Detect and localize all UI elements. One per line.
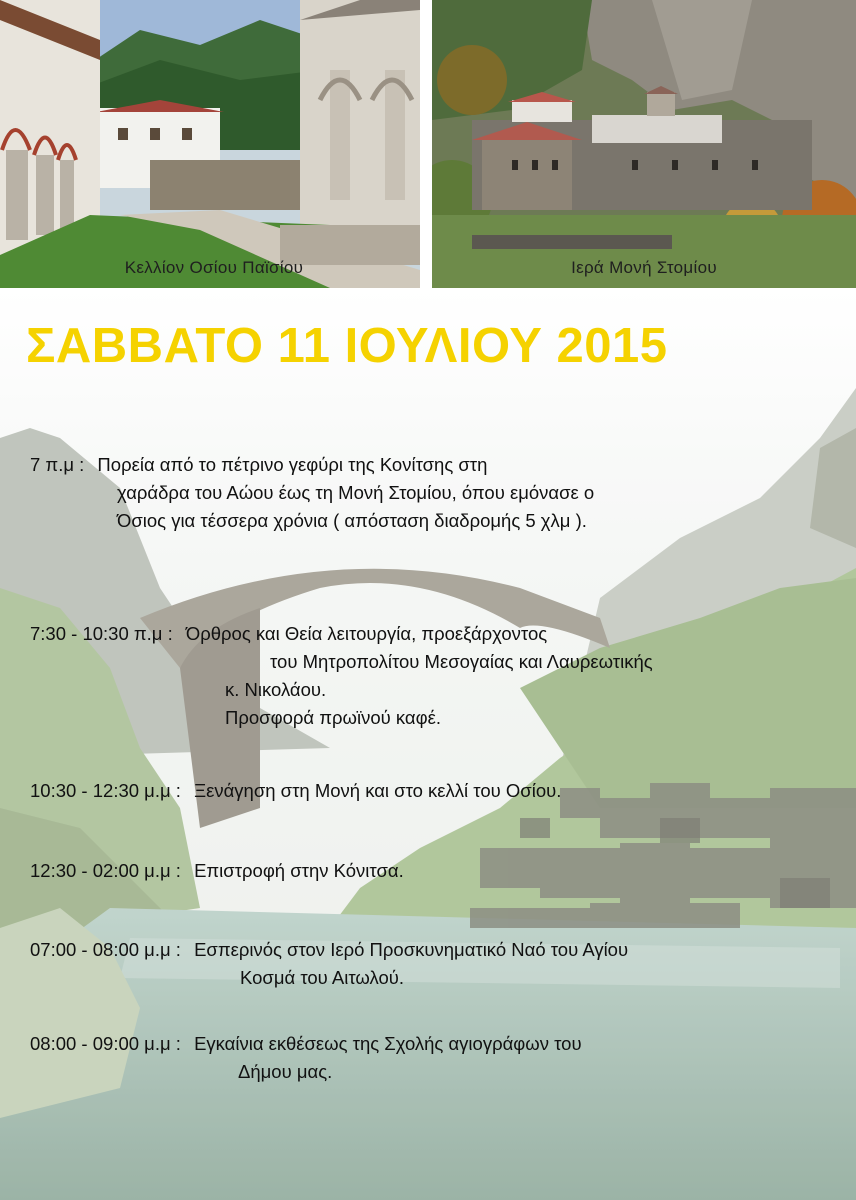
schedule-text: Ξενάγηση στη Μονή και στο κελλί του Οσίου. — [194, 780, 562, 801]
schedule-text: του Μητροπολίτου Μεσογαίας και Λαυρεωτικής — [270, 651, 653, 672]
schedule-text: κ. Νικολάου. — [225, 679, 327, 700]
schedule-text: Όρθρος και Θεία λειτουργία, προεξάρχοντος — [185, 623, 548, 644]
photo-moni-stomiou — [432, 0, 856, 288]
schedule-text: Πορεία από το πέτρινο γεφύρι της Κονίτσης στη — [97, 454, 488, 475]
stomiou-photo-illustration — [432, 0, 856, 288]
schedule-time: 08:00 - 09:00 μ.μ : — [30, 1033, 181, 1054]
schedule-text: Προσφορά πρωϊνού καφέ. — [225, 707, 441, 728]
schedule-item — [30, 451, 594, 535]
event-date-title: ΣΑΒΒΑΤΟ 11 ΙΟΥΛΙΟΥ 2015 — [26, 319, 668, 373]
photo-caption-left: Κελλίον Οσίου Παϊσίου — [124, 258, 304, 277]
schedule-item — [30, 936, 628, 992]
schedule-text: Δήμου μας. — [238, 1061, 333, 1082]
schedule-text: Επιστροφή στην Κόνιτσα. — [194, 860, 404, 881]
photo-divider — [420, 0, 432, 288]
schedule-text: Όσιος για τέσσερα χρόνια ( απόσταση διαδρομής 5 χλμ ). — [117, 510, 587, 531]
schedule-text: Κοσμά του Αιτωλού. — [240, 967, 404, 988]
photo-kellion-paisiou — [0, 0, 420, 288]
schedule-item — [30, 857, 404, 885]
schedule-text: Εσπερινός στον Ιερό Προσκυνηματικό Ναό του Αγίου — [194, 939, 629, 960]
schedule-text: χαράδρα του Αώου έως τη Μονή Στομίου, όπου εμόνασε ο — [117, 482, 595, 503]
kellion-photo-illustration — [0, 0, 420, 288]
schedule-item — [30, 777, 561, 805]
schedule-time: 12:30 - 02:00 μ.μ : — [30, 860, 181, 881]
schedule-time: 7 π.μ : — [30, 454, 85, 475]
schedule-item — [30, 620, 653, 732]
schedule-item — [30, 1030, 582, 1086]
schedule-time: 07:00 - 08:00 μ.μ : — [30, 939, 181, 960]
photo-caption-right: Ιερά Μονή Στομίου — [571, 258, 717, 277]
schedule-text: Εγκαίνια εκθέσεως της Σχολής αγιογράφων του — [194, 1033, 582, 1054]
schedule-time: 10:30 - 12:30 μ.μ : — [30, 780, 181, 801]
schedule-time: 7:30 - 10:30 π.μ : — [30, 623, 173, 644]
